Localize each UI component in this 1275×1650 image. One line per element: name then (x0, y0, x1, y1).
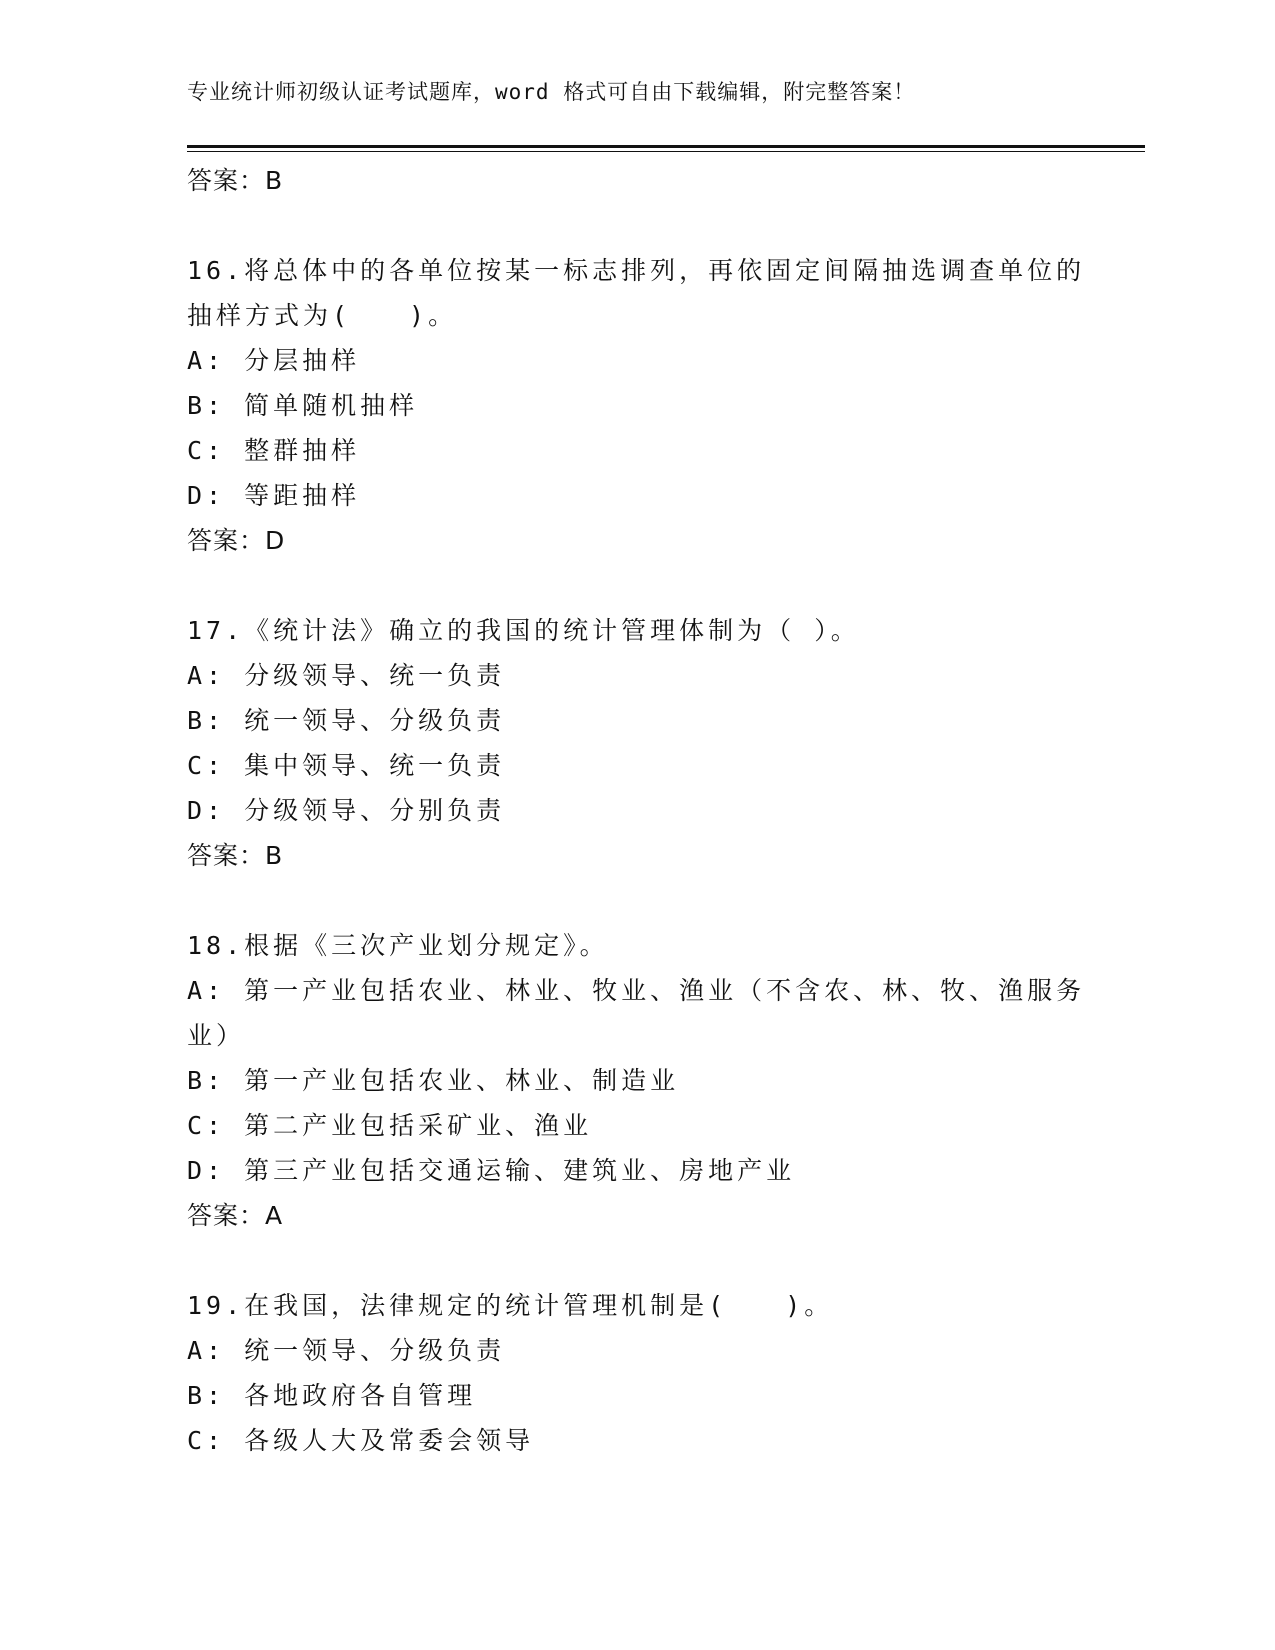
q18-answer: 答案：A (187, 1201, 284, 1230)
q18-option-d: D: 第三产业包括交通运输、建筑业、房地产业 (187, 1156, 796, 1185)
q18-option-b: B: 第一产业包括农业、林业、制造业 (187, 1066, 680, 1095)
question-18 (187, 923, 1107, 1238)
q18-option-c: C: 第二产业包括采矿业、渔业 (187, 1111, 593, 1140)
question-16 (187, 248, 1107, 563)
header-rule-thin (187, 151, 1145, 152)
question-19 (187, 1283, 1107, 1463)
q19-option-b: B: 各地政府各自管理 (187, 1381, 477, 1410)
q16-option-a: A: 分层抽样 (187, 346, 361, 375)
q16-stem-line2: 抽样方式为( )。 (187, 301, 458, 330)
q16-option-b: B: 简单随机抽样 (187, 391, 419, 420)
spacer (187, 878, 1107, 923)
spacer (187, 1238, 1107, 1283)
q18-stem: 18.根据《三次产业划分规定》。 (187, 931, 609, 960)
q16-option-d: D: 等距抽样 (187, 481, 361, 510)
q16-stem-line1: 16.将总体中的各单位按某一标志排列，再依固定间隔抽选调查单位的 (187, 256, 1086, 285)
spacer (187, 203, 1107, 248)
question-17 (187, 608, 1107, 878)
q17-option-c: C: 集中领导、统一负责 (187, 751, 506, 780)
q17-answer: 答案：B (187, 841, 284, 870)
q19-option-c: C: 各级人大及常委会领导 (187, 1426, 535, 1455)
q17-option-d: D: 分级领导、分别负责 (187, 796, 506, 825)
q17-option-a: A: 分级领导、统一负责 (187, 661, 506, 690)
q19-stem: 19.在我国，法律规定的统计管理机制是( )。 (187, 1291, 834, 1320)
spacer (187, 563, 1107, 608)
q19-option-a: A: 统一领导、分级负责 (187, 1336, 506, 1365)
q15-answer: 答案：B (187, 166, 284, 195)
page-header: 专业统计师初级认证考试题库，word 格式可自由下载编辑，附完整答案！ (187, 80, 916, 104)
q16-option-c: C: 整群抽样 (187, 436, 361, 465)
q16-answer: 答案：D (187, 526, 286, 555)
header-rule-thick (187, 145, 1145, 148)
q17-option-b: B: 统一领导、分级负责 (187, 706, 506, 735)
q17-stem: 17.《统计法》确立的我国的统计管理体制为（ ）。 (187, 616, 860, 645)
q18-option-a-line1: A: 第一产业包括农业、林业、牧业、渔业（不含农、林、牧、渔服务 (187, 976, 1086, 1005)
q18-option-a-line2: 业） (187, 1021, 246, 1050)
question-content (187, 158, 1107, 1463)
